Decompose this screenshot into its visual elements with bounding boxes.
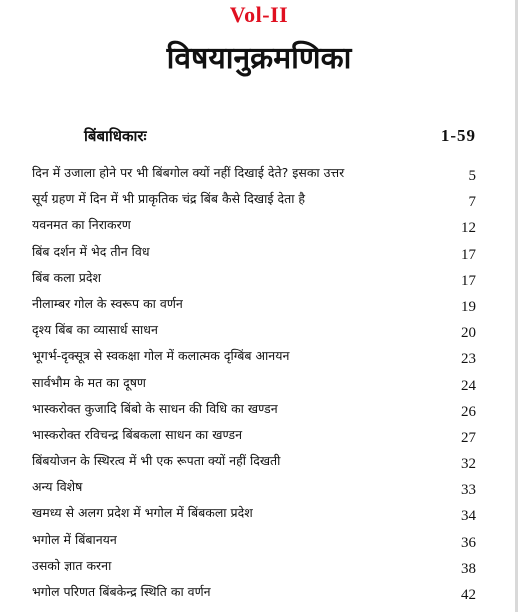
toc-entry	[32, 319, 476, 345]
toc-entry-title: नीलाम्बर गोल के स्वरूप का वर्णन	[32, 295, 183, 311]
toc-entry-page: 32	[461, 456, 476, 473]
toc-entry-title: भूगर्भ-दृक्सूत्र से स्वकक्षा गोल में कलात्मक दृग्बिंब आनयन	[32, 348, 290, 364]
toc-entry-page: 20	[461, 325, 476, 342]
section-page-range: 1-59	[440, 126, 476, 145]
toc-entry-title: भगोल में बिंबानयन	[32, 531, 117, 547]
volume-label: Vol-II	[229, 2, 289, 27]
toc-entry-page: 38	[461, 560, 476, 577]
toc-entry	[32, 241, 476, 267]
toc-entry-page: 33	[461, 482, 476, 499]
toc-entry-title: भास्करोक्त रविचन्द्र बिंबकला साधन का खण्डन	[32, 426, 243, 442]
toc-entry	[32, 529, 476, 555]
toc-entry-page: 42	[461, 587, 476, 603]
toc-entry	[32, 293, 476, 319]
toc-entry-page: 5	[468, 168, 476, 184]
toc-entry-title: खमध्य से अलग प्रदेश में भगोल में बिंबकला प्रदेश	[32, 505, 253, 521]
section-title: बिंबाधिकारः	[84, 127, 147, 145]
toc-entry-title: दिन में उजाला होने पर भी बिंबगोल क्यों नहीं दिखाई देते? इसका उत्तर	[32, 165, 345, 180]
toc-entry	[32, 450, 476, 476]
toc-entry-page: 7	[468, 194, 476, 211]
toc-entry-title: भगोल परिणत बिंबकेन्द्र स्थिति का वर्णन	[32, 584, 211, 599]
toc-entry	[32, 188, 476, 214]
toc-entry	[32, 345, 476, 371]
toc-list	[32, 162, 476, 607]
toc-entry	[32, 424, 476, 450]
toc-entry-title: उसको ज्ञात करना	[32, 557, 112, 573]
toc-entry-title: अन्य विशेष	[32, 479, 83, 495]
toc-entry	[32, 162, 476, 188]
toc-entry-page: 24	[461, 377, 476, 394]
toc-entry-title: सूर्य ग्रहण में दिन में भी प्राकृतिक चंद्र बिंब कैसे दिखाई देता है	[32, 191, 306, 207]
toc-entry-page: 19	[461, 298, 476, 315]
toc-entry	[32, 555, 476, 581]
toc-entry-page: 17	[461, 272, 476, 289]
toc-entry	[32, 372, 476, 398]
section-heading	[84, 126, 476, 154]
toc-entry	[32, 581, 476, 607]
toc-entry-title: बिंब दर्शन में भेद तीन विध	[32, 243, 150, 259]
toc-entry	[32, 267, 476, 293]
toc-entry-title: बिंब कला प्रदेश	[32, 269, 102, 285]
toc-entry-title: यवनमत का निराकरण	[32, 217, 131, 233]
toc-entry-page: 34	[461, 508, 476, 525]
toc-entry-page: 27	[461, 429, 476, 446]
toc-entry-title: दृश्य बिंब का व्यासार्ध साधन	[32, 322, 158, 338]
toc-entry-title: सार्वभौम के मत का दूषण	[32, 374, 146, 390]
toc-entry	[32, 214, 476, 240]
toc-entry-page: 12	[461, 220, 476, 237]
toc-entry-page: 17	[461, 246, 476, 263]
toc-entry	[32, 476, 476, 502]
toc-entry-page: 23	[461, 351, 476, 368]
toc-entry-title: बिंबयोजन के स्थिरत्व में भी एक रूपता क्यों नहीं दिखती	[32, 453, 281, 469]
page-title: विषयानुक्रमणिका	[166, 41, 352, 76]
toc-entry	[32, 398, 476, 424]
toc-entry	[32, 502, 476, 528]
toc-entry-page: 26	[461, 403, 476, 420]
toc-entry-page: 36	[461, 534, 476, 551]
toc-entry-title: भास्करोक्त कुजादि बिंबो के साधन की विधि का खण्डन	[32, 400, 278, 416]
